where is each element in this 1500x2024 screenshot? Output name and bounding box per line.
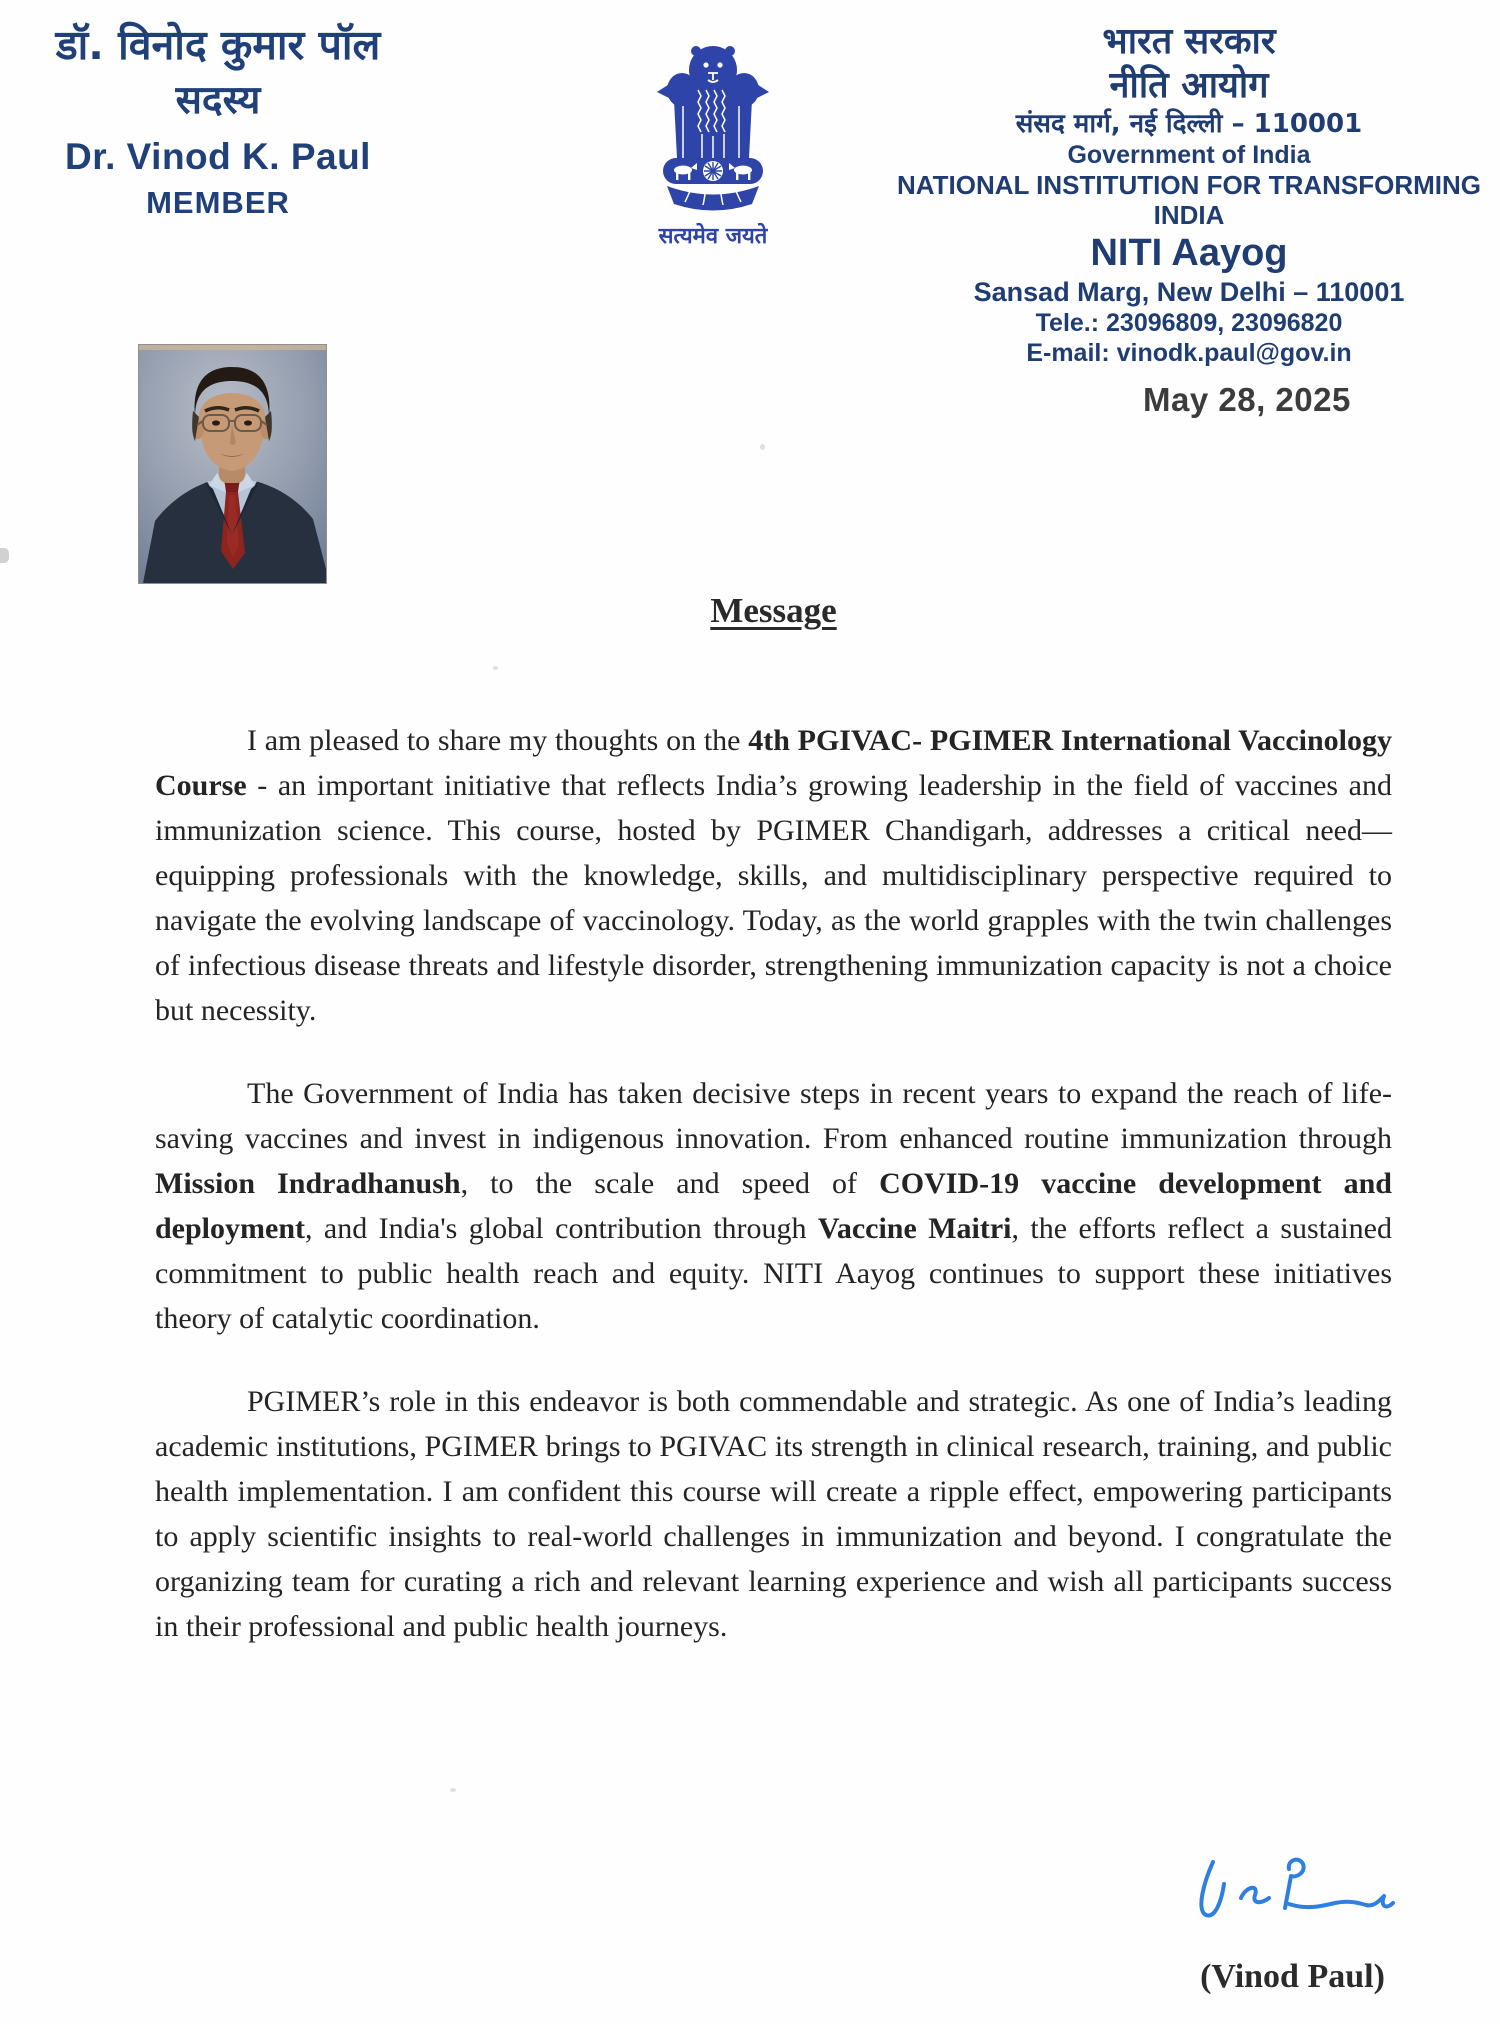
scan-artifact [493,666,498,670]
text-segment: The Government of India has taken decisive steps in recent years to expand the reach of life-saving vaccines and invest in indigenous innovation. From enhanced routine immunization through [155,1077,1392,1155]
telephone-numbers: Tele.: 23096809, 23096820 [1035,309,1343,337]
emblem-motto: सत्यमेव जयते [658,224,768,249]
text-segment: PGIMER’s role in this endeavor is both commendable and strategic. As one of India’s leading academic institutions, PGIMER brings to PGIVAC its strength in clinical research, training, and public health implementation. I am confident this course will create a ripple effect, empowering participants to apply scientific insights to real-world challenges in immunization and beyond. I congratulate the organizing team for curating a rich and relevant learning experience and wish all participants success in their professional and public health journeys. [155,1385,1392,1643]
sender-designation-english: MEMBER [146,185,290,220]
signatory-name: (Vinod Paul) [1200,1958,1385,1995]
text-segment-bold: 4th PGIVAC- PGIMER International Vaccinology Course [155,724,1392,802]
niti-aayog-hindi: नीति आयोग [1109,65,1269,106]
text-segment-bold: Vaccine Maitri [817,1212,1012,1245]
email-address: E-mail: vinodk.paul@gov.in [1026,339,1352,367]
text-segment-bold: Mission Indradhanush [155,1167,461,1200]
handwritten-signature [1183,1854,1403,1938]
government-of-india-english: Government of India [1067,141,1311,169]
text-segment: , to the scale and speed of [460,1167,880,1200]
text-segment-bold: COVID-19 vaccine development and deployment [155,1167,1392,1245]
niti-aayog-english: NITI Aayog [1090,232,1288,274]
sender-block [14,16,422,223]
scan-artifact [760,444,765,450]
address-hindi: संसद मार्ग, नई दिल्ली – 110001 [1015,109,1363,139]
letterhead-block [880,20,1498,368]
letter-body [155,718,1392,1649]
paragraph-2 [155,1071,1392,1341]
india-state-emblem-icon [650,34,776,218]
text-segment: I am pleased to share my thoughts on the [247,724,749,757]
sender-designation-hindi: सदस्य [175,78,261,123]
letter-date: May 28, 2025 [1143,381,1351,418]
government-of-india-hindi: भारत सरकार [1102,21,1276,62]
portrait-photo [139,345,326,583]
portrait-photo-image [139,345,326,583]
text-segment: , the efforts reflect a sustained commitment to public health reach and equity. NITI Aayog continues to support these initiatives theory of catalytic coordination. [155,1212,1392,1335]
institution-name: NATIONAL INSTITUTION FOR TRANSFORMING INDIA [897,170,1481,230]
sender-name-hindi: डॉ. विनोद कुमार पॉल [55,21,381,69]
scan-artifact [0,548,9,563]
paragraph-3 [155,1379,1392,1649]
text-segment: , and India's global contribution through [305,1212,818,1245]
sender-name-english: Dr. Vinod K. Paul [65,136,371,177]
paragraph-1 [155,718,1392,1033]
text-segment: - an important initiative that reflects India’s growing leadership in the field of vaccines and immunization science. This course, hosted by PGIMER Chandigarh, addresses a critical need—equipping professionals with the knowledge, skills, and multidisciplinary perspective required to navigate the evolving landscape of vaccinology. Today, as the world grapples with the twin challenges of infectious disease threats and lifestyle disorder, strengthening immunization capacity is not a choice but necessity. [155,769,1392,1027]
address-english: Sansad Marg, New Delhi – 110001 [973,277,1405,307]
message-heading: Message [710,591,837,630]
scan-artifact [450,1788,456,1792]
